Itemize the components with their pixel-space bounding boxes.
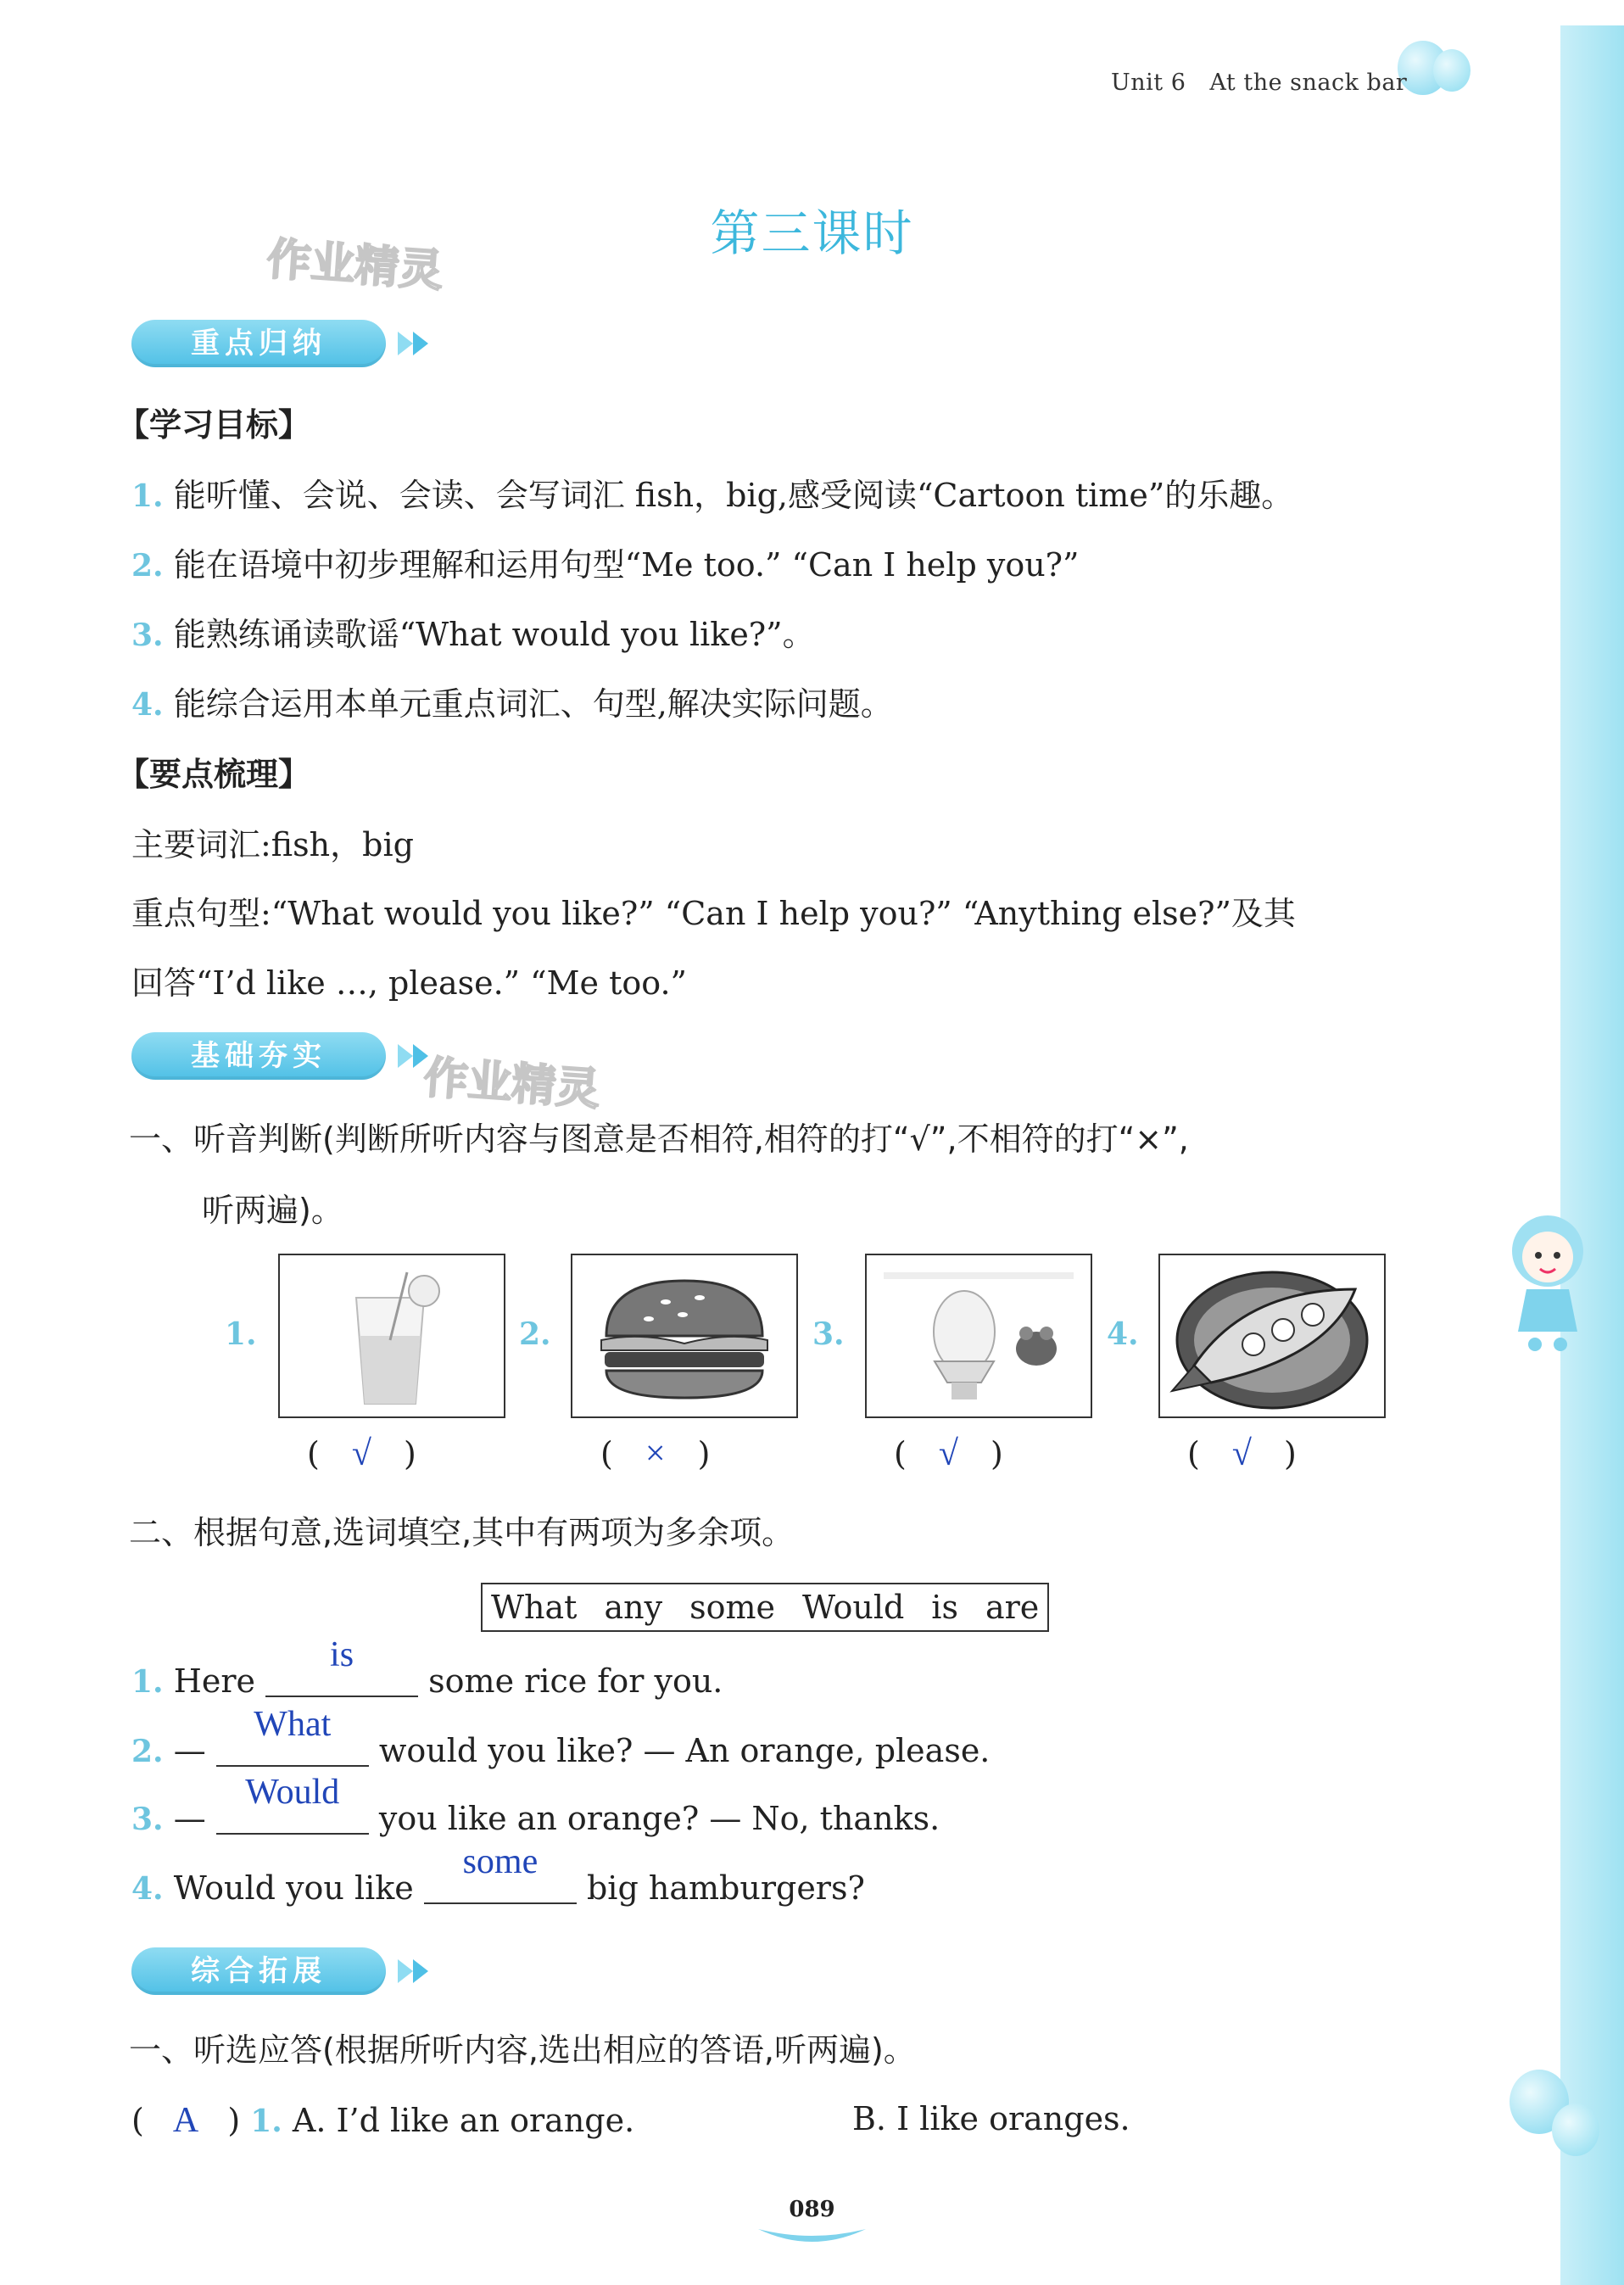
item-number: 3. <box>131 1802 164 1837</box>
summary-patterns-cont: 回答“I’d like …, please.” “Me too.” <box>131 964 687 1002</box>
fish-plate-icon <box>1160 1255 1384 1416</box>
fill-answer: some <box>462 1842 539 1881</box>
sentence-pre: Here <box>173 1662 255 1700</box>
objective-number: 2. <box>131 548 164 584</box>
objectives-heading: 【学习目标】 <box>117 406 311 444</box>
item-number: 2. <box>131 1734 164 1769</box>
fill-blank-item <box>131 1705 991 1769</box>
objective-item <box>131 608 815 655</box>
section-badge-key-points: 重点归纳 <box>131 320 386 367</box>
judgement-answer: √ <box>938 1434 958 1473</box>
judgement-answer: √ <box>1231 1434 1252 1473</box>
choice-answer: A <box>172 2101 199 2140</box>
objective-item <box>131 678 893 724</box>
answer-blank <box>424 1842 577 1904</box>
ex3-instruction: 一、听选应答(根据所听内容,选出相应的答语,听两遍)。 <box>129 2031 916 2069</box>
word-bank-item: Would <box>801 1589 905 1626</box>
section-badge-basics: 基础夯实 <box>131 1032 386 1080</box>
answer-paren: ( × ) <box>600 1434 711 1473</box>
picture-number: 2. <box>519 1316 551 1352</box>
picture-number: 1. <box>225 1316 257 1352</box>
summary-vocab: 主要词汇:fish，big <box>131 826 414 863</box>
word-bank-item: any <box>604 1589 663 1626</box>
option-b: B. I like oranges. <box>852 2100 1130 2137</box>
ex1-instruction: 一、听音判断(判断所听内容与图意是否相符,相符的打“√”,不相符的打“×”, <box>129 1120 1189 1158</box>
fill-answer: What <box>254 1705 332 1744</box>
choice-item: ( A ) 1. A. I’d like an orange. <box>131 2101 635 2140</box>
sentence-pre: — <box>173 1732 206 1769</box>
fill-blank-item <box>131 1842 865 1907</box>
picture-box <box>865 1254 1092 1418</box>
answer-blank <box>265 1635 418 1697</box>
summary-heading: 【要点梳理】 <box>117 756 311 793</box>
sentence-post: you like an orange? — No, thanks. <box>378 1800 940 1837</box>
sentence-post: would you like? — An orange, please. <box>378 1732 991 1769</box>
word-bank-item: are <box>985 1589 1040 1626</box>
sentence-pre: Would you like <box>173 1869 414 1907</box>
lesson-title: 第三课时 <box>710 204 914 262</box>
decorative-side-band <box>1560 25 1624 2285</box>
fill-blank-item <box>131 1773 940 1837</box>
answer-blank <box>216 1705 369 1767</box>
picture-box <box>571 1254 798 1418</box>
item-number: 1. <box>131 1664 164 1700</box>
double-arrow-icon <box>394 1947 445 1995</box>
hamburger-icon <box>572 1255 796 1416</box>
objective-text: 能熟练诵读歌谣“What would you like?”。 <box>173 616 815 653</box>
header-topic: At the snack bar <box>1209 70 1408 96</box>
section-badge-extension: 综合拓展 <box>131 1947 386 1995</box>
balloon-icon <box>1552 2103 1599 2156</box>
fill-blank-item <box>131 1635 723 1700</box>
judgement-answer: √ <box>351 1434 371 1473</box>
watermark: 作业精灵 <box>421 1052 602 1116</box>
word-bank-item: What <box>491 1589 578 1626</box>
summary-patterns: 重点句型:“What would you like?” “Can I help you?” “Anything else?”及其 <box>131 895 1296 932</box>
answer-paren: ( √ ) <box>894 1434 1003 1473</box>
fill-answer: Would <box>245 1773 340 1812</box>
sentence-pre: — <box>173 1800 206 1837</box>
objective-text: 能在语境中初步理解和运用句型“Me too.” “Can I help you?” <box>173 546 1080 584</box>
cartoon-girl-icon <box>1501 1204 1594 1357</box>
objective-text: 能综合运用本单元重点词汇、句型,解决实际问题。 <box>173 685 893 723</box>
double-arrow-icon <box>394 1032 445 1080</box>
answer-blank <box>216 1773 369 1835</box>
judgement-answer: × <box>645 1434 666 1473</box>
answer-paren: ( √ ) <box>1187 1434 1297 1473</box>
word-bank-item: is <box>931 1589 958 1626</box>
word-bank-item: some <box>689 1589 775 1626</box>
option-a: A. I’d like an orange. <box>292 2102 635 2139</box>
word-bank <box>481 1583 1049 1632</box>
picture-number: 3. <box>812 1316 845 1352</box>
ex1-instruction-cont: 听两遍)。 <box>202 1192 343 1229</box>
page-swoosh-icon <box>755 2224 869 2249</box>
item-number: 1. <box>250 2103 282 2139</box>
running-header <box>1111 70 1407 96</box>
objective-number: 4. <box>131 687 164 723</box>
item-number: 4. <box>131 1871 164 1907</box>
juice-glass-icon <box>280 1255 504 1416</box>
objective-item <box>131 469 1293 516</box>
watermark: 作业精灵 <box>265 233 445 298</box>
picture-number: 4. <box>1107 1316 1139 1352</box>
objective-number: 3. <box>131 617 164 653</box>
fill-answer: is <box>330 1635 354 1674</box>
answer-paren: ( √ ) <box>307 1434 416 1473</box>
double-arrow-icon <box>394 320 445 367</box>
objective-number: 1. <box>131 478 164 514</box>
picture-box <box>278 1254 505 1418</box>
ex2-instruction: 二、根据句意,选词填空,其中有两项为多余项。 <box>129 1514 795 1551</box>
objective-text: 能听懂、会说、会读、会写词汇 fish，big,感受阅读“Cartoon time”的乐趣。 <box>173 477 1294 514</box>
header-unit: Unit 6 <box>1111 70 1186 96</box>
sentence-post: big hamburgers? <box>586 1869 865 1907</box>
sentence-post: some rice for you. <box>428 1662 723 1700</box>
objective-item <box>131 539 1079 585</box>
egg-icon <box>867 1255 1091 1416</box>
picture-box <box>1158 1254 1386 1418</box>
page-number: 089 <box>789 2197 835 2222</box>
balloon-icon <box>1433 49 1471 92</box>
